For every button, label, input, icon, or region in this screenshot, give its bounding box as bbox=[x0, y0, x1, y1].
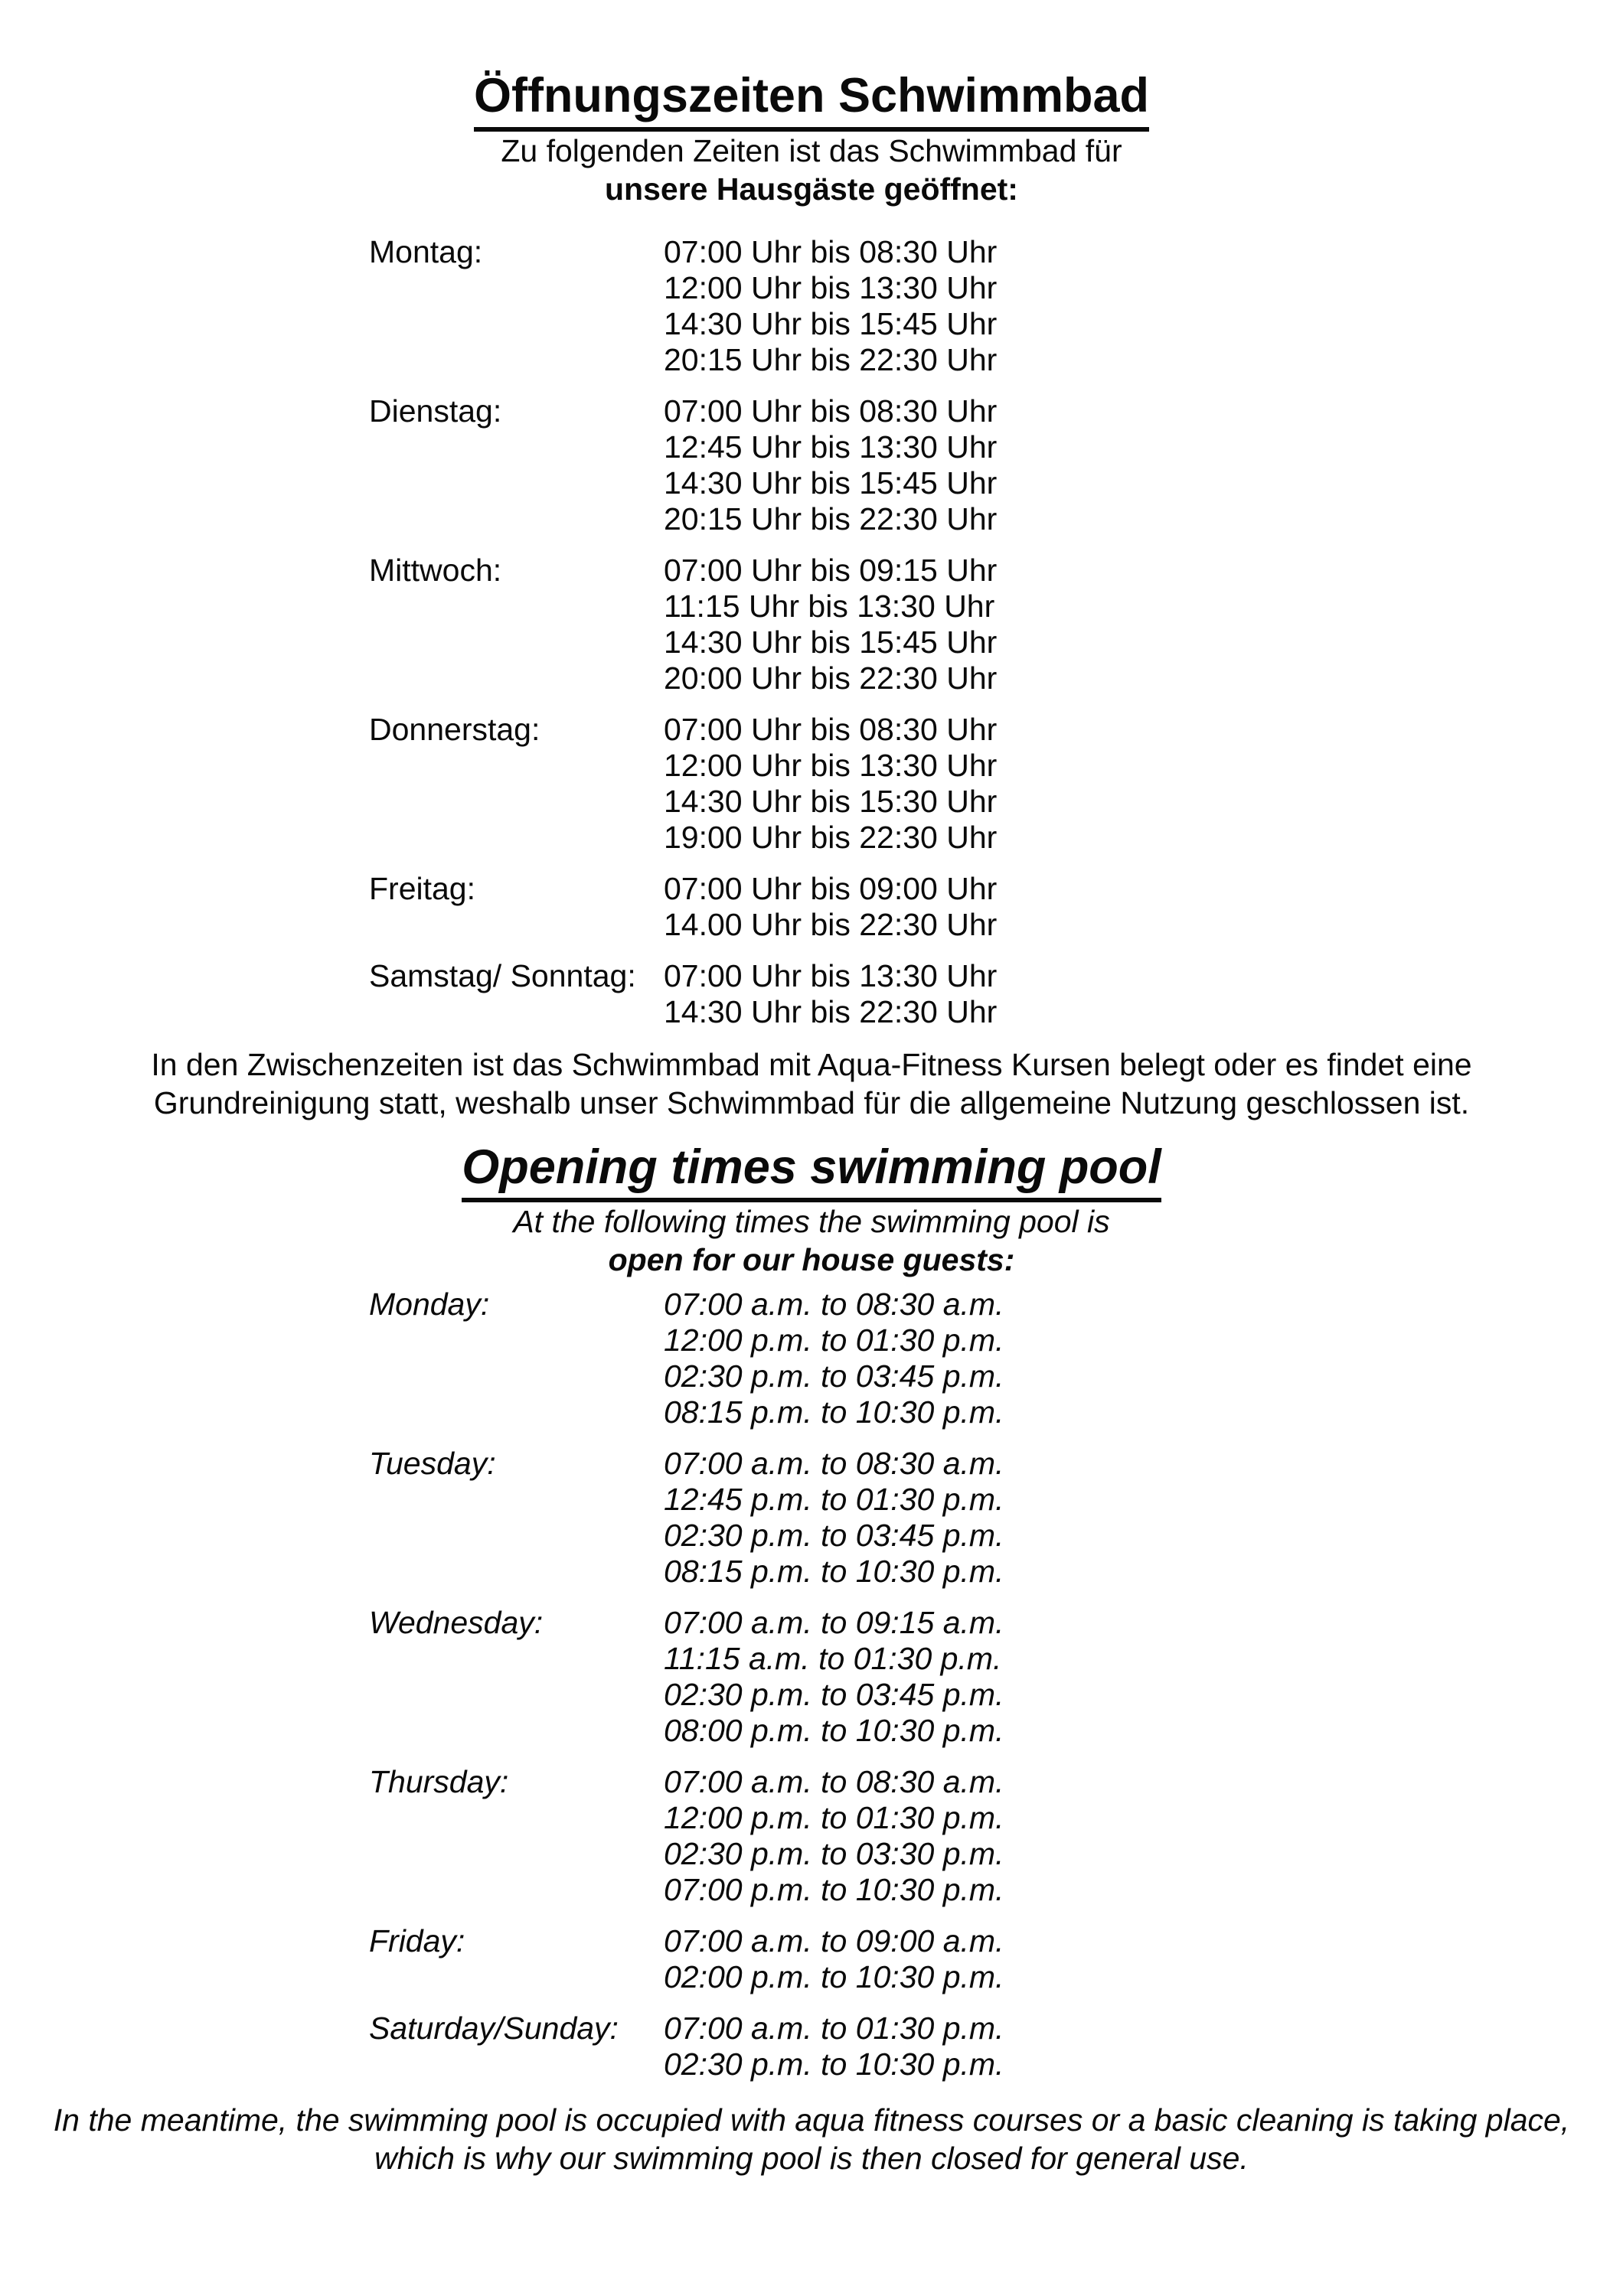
time-range: 20:15 Uhr bis 22:30 Uhr bbox=[664, 501, 998, 536]
english-schedule bbox=[369, 1287, 1623, 2082]
time-range: 07:00 Uhr bis 08:30 Uhr bbox=[664, 233, 998, 269]
time-range: 12:00 Uhr bis 13:30 Uhr bbox=[664, 269, 998, 305]
english-section bbox=[0, 1139, 1623, 2178]
time-range: 14.00 Uhr bis 22:30 Uhr bbox=[664, 906, 998, 942]
times-list bbox=[664, 1605, 1004, 1749]
schedule-row bbox=[369, 553, 1623, 696]
time-range: 20:00 Uhr bis 22:30 Uhr bbox=[664, 660, 998, 696]
times-list bbox=[664, 1764, 1004, 1908]
time-range: 02:00 p.m. to 10:30 p.m. bbox=[664, 1959, 1004, 1995]
time-range: 08:00 p.m. to 10:30 p.m. bbox=[664, 1713, 1004, 1749]
time-range: 07:00 a.m. to 09:00 a.m. bbox=[664, 1923, 1004, 1959]
schedule-row bbox=[369, 234, 1623, 378]
schedule-row bbox=[369, 393, 1623, 537]
times-list bbox=[664, 234, 997, 378]
times-list bbox=[664, 712, 997, 856]
schedule-row bbox=[369, 871, 1623, 943]
time-range: 07:00 a.m. to 08:30 a.m. bbox=[664, 1764, 1004, 1800]
time-range: 11:15 Uhr bis 13:30 Uhr bbox=[664, 588, 995, 624]
time-range: 12:00 p.m. to 01:30 p.m. bbox=[664, 1322, 1004, 1358]
german-note-line2: Grundreinigung statt, weshalb unser Schwimmbad für die allgemeine Nutzung geschlossen ist. bbox=[153, 1084, 1470, 1120]
times-list bbox=[664, 871, 997, 943]
english-note bbox=[0, 2101, 1623, 2177]
day-label: Montag: bbox=[369, 233, 483, 269]
german-subtitle-line2: unsere Hausgäste geöffnet: bbox=[605, 171, 1018, 207]
schedule-row bbox=[369, 958, 1623, 1030]
day-label: Saturday/Sunday: bbox=[369, 2011, 619, 2047]
times-list bbox=[664, 553, 997, 696]
english-subtitle-line1: At the following times the swimming pool is bbox=[513, 1204, 1110, 1240]
times-list bbox=[664, 1287, 1004, 1430]
time-range: 07:00 Uhr bis 08:30 Uhr bbox=[664, 711, 998, 747]
time-range: 11:15 a.m. to 01:30 p.m. bbox=[664, 1641, 1002, 1677]
german-schedule bbox=[369, 234, 1623, 1030]
time-range: 12:45 p.m. to 01:30 p.m. bbox=[664, 1482, 1004, 1518]
times-list bbox=[664, 1923, 1004, 1995]
english-title bbox=[0, 1139, 1623, 1203]
day-label: Samstag/ Sonntag: bbox=[369, 957, 636, 993]
english-subtitle-line2: open for our house guests: bbox=[608, 1242, 1015, 1278]
time-range: 20:15 Uhr bis 22:30 Uhr bbox=[664, 341, 998, 377]
schedule-row bbox=[369, 1605, 1623, 1749]
day-label: Mittwoch: bbox=[369, 552, 502, 588]
time-range: 07:00 a.m. to 09:15 a.m. bbox=[664, 1605, 1004, 1641]
english-title-text: Opening times swimming pool bbox=[462, 1139, 1161, 1203]
time-range: 07:00 Uhr bis 09:00 Uhr bbox=[664, 870, 998, 906]
schedule-row bbox=[369, 1287, 1623, 1430]
time-range: 07:00 a.m. to 08:30 a.m. bbox=[664, 1446, 1004, 1482]
time-range: 14:30 Uhr bis 15:45 Uhr bbox=[664, 465, 998, 501]
time-range: 02:30 p.m. to 03:45 p.m. bbox=[664, 1677, 1004, 1713]
german-subtitle-line1: Zu folgenden Zeiten ist das Schwimmbad für bbox=[501, 132, 1122, 168]
time-range: 14:30 Uhr bis 15:30 Uhr bbox=[664, 783, 998, 819]
german-section bbox=[0, 0, 1623, 1122]
day-label: Wednesday: bbox=[369, 1605, 544, 1641]
times-list bbox=[664, 2011, 1004, 2082]
day-label: Donnerstag: bbox=[369, 711, 540, 747]
time-range: 19:00 Uhr bis 22:30 Uhr bbox=[664, 819, 998, 855]
time-range: 07:00 Uhr bis 13:30 Uhr bbox=[664, 957, 998, 993]
english-note-line1: In the meantime, the swimming pool is occupied with aqua fitness courses or a basic cleaning is taking place, bbox=[53, 2102, 1570, 2138]
times-list bbox=[664, 1446, 1004, 1590]
time-range: 07:00 a.m. to 08:30 a.m. bbox=[664, 1287, 1004, 1322]
time-range: 07:00 a.m. to 01:30 p.m. bbox=[664, 2011, 1004, 2047]
day-label: Thursday: bbox=[369, 1764, 509, 1800]
time-range: 08:15 p.m. to 10:30 p.m. bbox=[664, 1554, 1004, 1590]
time-range: 07:00 Uhr bis 09:15 Uhr bbox=[664, 552, 998, 588]
schedule-row bbox=[369, 712, 1623, 856]
english-note-line2: which is why our swimming pool is then closed for general use. bbox=[374, 2141, 1249, 2177]
time-range: 02:30 p.m. to 10:30 p.m. bbox=[664, 2047, 1004, 2082]
time-range: 02:30 p.m. to 03:45 p.m. bbox=[664, 1358, 1004, 1394]
day-label: Monday: bbox=[369, 1287, 490, 1322]
time-range: 12:00 Uhr bis 13:30 Uhr bbox=[664, 747, 998, 783]
time-range: 14:30 Uhr bis 15:45 Uhr bbox=[664, 305, 998, 341]
time-range: 12:45 Uhr bis 13:30 Uhr bbox=[664, 429, 998, 465]
times-list bbox=[664, 958, 997, 1030]
day-label: Freitag: bbox=[369, 870, 475, 906]
time-range: 08:15 p.m. to 10:30 p.m. bbox=[664, 1394, 1004, 1430]
german-note bbox=[0, 1045, 1623, 1122]
german-title bbox=[0, 67, 1623, 132]
schedule-row bbox=[369, 1446, 1623, 1590]
time-range: 07:00 p.m. to 10:30 p.m. bbox=[664, 1872, 1004, 1908]
time-range: 12:00 p.m. to 01:30 p.m. bbox=[664, 1800, 1004, 1836]
german-note-line1: In den Zwischenzeiten ist das Schwimmbad mit Aqua-Fitness Kursen belegt oder es findet eine bbox=[151, 1046, 1472, 1082]
schedule-row bbox=[369, 1923, 1623, 1995]
day-label: Friday: bbox=[369, 1923, 465, 1959]
time-range: 14:30 Uhr bis 15:45 Uhr bbox=[664, 624, 998, 660]
schedule-row bbox=[369, 2011, 1623, 2082]
schedule-row bbox=[369, 1764, 1623, 1908]
time-range: 02:30 p.m. to 03:45 p.m. bbox=[664, 1518, 1004, 1554]
day-label: Dienstag: bbox=[369, 393, 502, 429]
time-range: 14:30 Uhr bis 22:30 Uhr bbox=[664, 993, 998, 1029]
times-list bbox=[664, 393, 997, 537]
time-range: 07:00 Uhr bis 08:30 Uhr bbox=[664, 393, 998, 429]
day-label: Tuesday: bbox=[369, 1446, 496, 1482]
time-range: 02:30 p.m. to 03:30 p.m. bbox=[664, 1836, 1004, 1872]
german-title-text: Öffnungszeiten Schwimmbad bbox=[474, 67, 1149, 132]
